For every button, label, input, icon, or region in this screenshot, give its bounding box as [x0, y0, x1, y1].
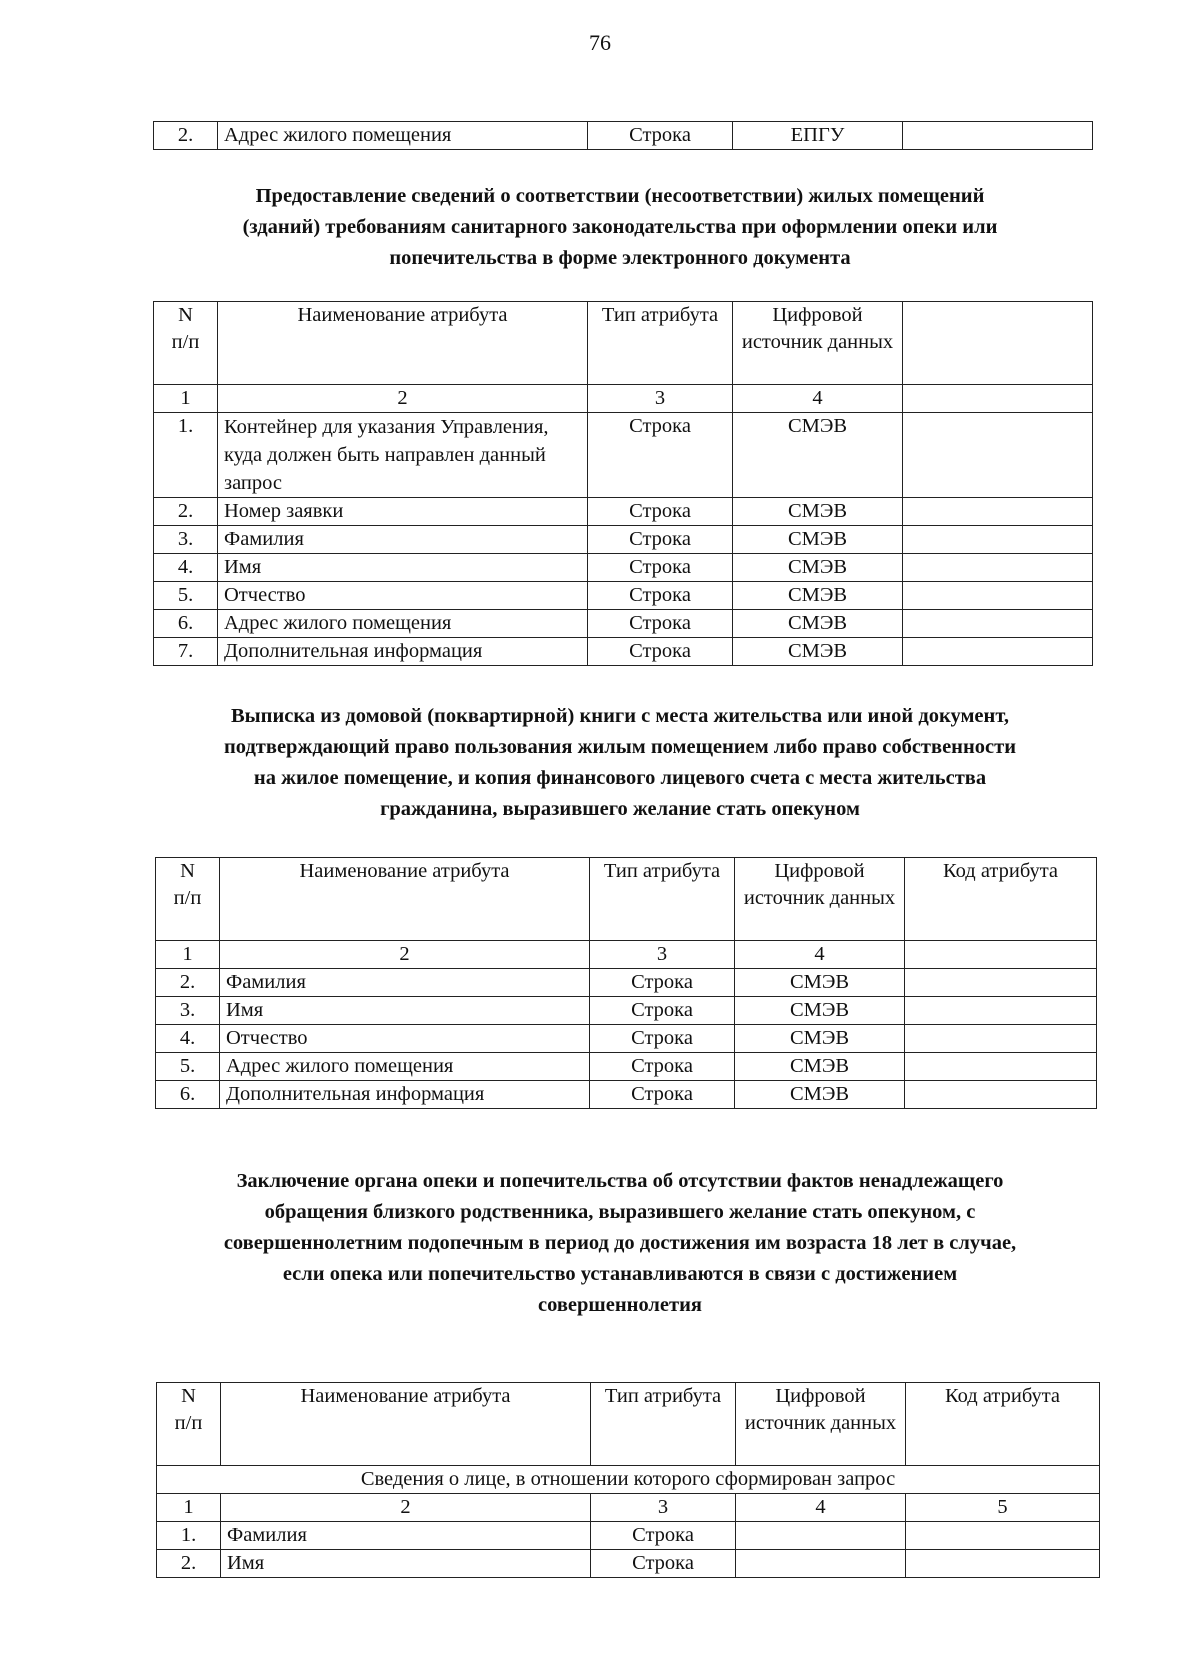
table-row: 5. Отчество Строка СМЭВ: [154, 582, 1093, 610]
table-row: 3. Имя Строка СМЭВ: [156, 997, 1097, 1025]
section-heading-2: Выписка из домовой (поквартирной) книги с места жительства или иной документ, подтверждающий право пользования жилым помещением либо право собственности на жилое помещение, и копия финансового лицевого счета с места жительства гражданина, выразившего желание стать опекуном: [223, 705, 1017, 820]
header-source: Цифровой источник данных: [733, 302, 903, 385]
header-num: N п/п: [154, 302, 218, 385]
table-row: 7. Дополнительная информация Строка СМЭВ: [154, 638, 1093, 666]
table-header-row: N п/п Наименование атрибута Тип атрибута Цифровой источник данных Код атрибута: [156, 858, 1097, 941]
table-row: 6. Дополнительная информация Строка СМЭВ: [156, 1081, 1097, 1109]
table-index-row: 1 2 3 4: [154, 385, 1093, 413]
row-number: 2.: [154, 122, 218, 150]
section-heading-1: Предоставление сведений о соответствии (несоответствии) жилых помещений (зданий) требованиям санитарного законодательства при оформлении опеки или попечительства в форме электронного документа: [242, 185, 998, 269]
table-index-row: 1 2 3 4 5: [157, 1494, 1100, 1522]
attributes-table-3: [156, 1382, 1100, 1578]
table-row: 4. Отчество Строка СМЭВ: [156, 1025, 1097, 1053]
attributes-table-2: [155, 857, 1097, 1109]
data-source: ЕПГУ: [733, 122, 903, 150]
header-type: Тип атрибута: [588, 302, 733, 385]
table-row: [154, 122, 1093, 150]
top-row-table: [153, 121, 1093, 150]
table-row: 6. Адрес жилого помещения Строка СМЭВ: [154, 610, 1093, 638]
table-row: 1. Фамилия Строка: [157, 1522, 1100, 1550]
table-row: 1. Контейнер для указания Управления, куда должен быть направлен данный запрос Строка СМЭВ: [154, 413, 1093, 498]
attribute-type: Строка: [588, 122, 733, 150]
table-header-row: N п/п Наименование атрибута Тип атрибута Цифровой источник данных Код атрибута: [157, 1383, 1100, 1466]
header-code: [903, 302, 1093, 385]
table-row: 2. Номер заявки Строка СМЭВ: [154, 498, 1093, 526]
table-index-row: 1 2 3 4: [156, 941, 1097, 969]
section-heading-3: Заключение органа опеки и попечительства об отсутствии фактов ненадлежащего обращения близкого родственника, выразившего желание стать опекуном, с совершеннолетним подопечным в период до достижения им возраста 18 лет в случае, если опека или попечительство устанавливаются в связи с достижением совершеннолетия: [223, 1170, 1017, 1316]
table-section-row: Сведения о лице, в отношении которого сформирован запрос: [157, 1466, 1100, 1494]
table-row: 3. Фамилия Строка СМЭВ: [154, 526, 1093, 554]
table-row: 4. Имя Строка СМЭВ: [154, 554, 1093, 582]
header-name: Наименование атрибута: [218, 302, 588, 385]
table-row: 2. Фамилия Строка СМЭВ: [156, 969, 1097, 997]
attribute-code: [903, 122, 1093, 150]
page-number: 76: [589, 30, 611, 55]
attribute-name: Адрес жилого помещения: [218, 122, 588, 150]
attributes-table-1: [153, 301, 1093, 666]
table-row: 5. Адрес жилого помещения Строка СМЭВ: [156, 1053, 1097, 1081]
table-row: 2. Имя Строка: [157, 1550, 1100, 1578]
table-header-row: [154, 302, 1093, 385]
